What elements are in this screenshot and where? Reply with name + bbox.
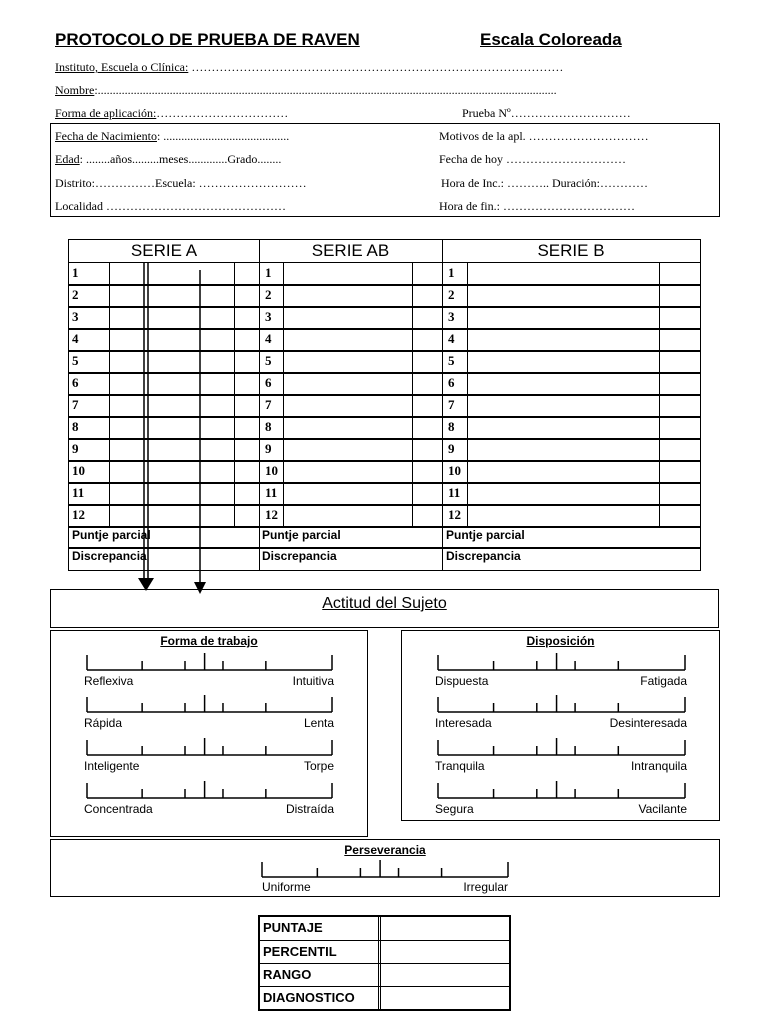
field-hora-fin[interactable]: Hora de fin.: ……………………………	[439, 199, 635, 213]
row-number: 10	[448, 463, 461, 478]
field-distrito-label: Distrito:	[55, 176, 96, 190]
field-localidad-label: Localidad	[55, 199, 103, 213]
row-number: 10	[72, 463, 85, 478]
row-number: 12	[448, 507, 461, 522]
scale-right-label: Desinteresada	[609, 716, 687, 730]
serie-a-discrepancia: Discrepancia	[72, 549, 147, 563]
rating-scale-perseverancia	[262, 860, 508, 877]
scale-left-label: Inteligente	[84, 759, 140, 773]
row-number: 3	[72, 309, 79, 324]
row-number: 9	[72, 441, 79, 456]
serie-b-puntje: Puntje parcial	[446, 528, 525, 542]
result-value-cell[interactable]	[378, 987, 509, 1010]
result-label: PERCENTIL	[263, 944, 337, 959]
row-number: 4	[265, 331, 272, 346]
field-edad[interactable]: Edad: ........años.........meses.............Grado........	[55, 152, 282, 166]
row-number: 3	[448, 309, 455, 324]
scale-right-label: Lenta	[303, 716, 334, 730]
row-number: 5	[265, 353, 272, 368]
row-number: 8	[265, 419, 272, 434]
field-forma[interactable]: Forma de aplicación:……………………………	[55, 106, 289, 120]
row-number: 4	[448, 331, 455, 346]
field-anos-label: años	[110, 152, 132, 166]
serie-a-header: SERIE A	[130, 241, 198, 260]
row-number: 8	[72, 419, 79, 434]
scale-left-label: Rápida	[84, 716, 123, 730]
field-prueba[interactable]: Prueba Nº…………………………	[462, 106, 631, 120]
field-instituto[interactable]: Instituto, Escuela o Clínica: …………………………………………………………………………………	[55, 60, 564, 74]
scale-right-label: Fatigada	[640, 674, 687, 688]
scale-left-label: Tranquila	[435, 759, 485, 773]
row-number: 6	[72, 375, 79, 390]
row-number: 6	[265, 375, 272, 390]
serie-b-discrepancia: Discrepancia	[446, 549, 521, 563]
serie-ab-header: SERIE AB	[311, 241, 390, 260]
row-number: 9	[448, 441, 455, 456]
field-fecha-nacimiento-label: Fecha de Nacimiento	[55, 129, 157, 143]
scale-right-label: Intranquila	[630, 759, 687, 773]
scale-right-label: Vacilante	[638, 802, 687, 816]
row-number: 12	[72, 507, 85, 522]
row-number: 2	[265, 287, 272, 302]
row-number: 1	[448, 265, 455, 280]
disposicion-title: Disposición	[526, 634, 595, 648]
row-number: 1	[265, 265, 272, 280]
field-forma-label: Forma de aplicación:	[55, 106, 157, 120]
row-number: 8	[448, 419, 455, 434]
field-motivos-label: Motivos de la apl.	[439, 129, 526, 143]
scales-svg	[0, 600, 768, 900]
scale-left-label: Segura	[435, 802, 474, 816]
rating-scale-forma-1	[87, 695, 332, 712]
field-motivos[interactable]: Motivos de la apl. …………………………	[439, 129, 649, 143]
page-subtitle: Escala Coloreada	[480, 30, 622, 49]
rating-scale-forma-0	[87, 653, 332, 670]
result-row	[260, 917, 509, 940]
row-number: 9	[265, 441, 272, 456]
row-number: 12	[265, 507, 278, 522]
field-escuela-label: Escuela:	[155, 176, 196, 190]
row-number: 11	[72, 485, 85, 500]
scale-left-label: Dispuesta	[435, 674, 489, 688]
perseverancia-title: Perseverancia	[344, 843, 426, 857]
field-hora-inc[interactable]: Hora de Inc.: ……….. Duración:…………	[441, 176, 648, 190]
field-hora-fin-label: Hora de fin.:	[439, 199, 500, 213]
field-duracion-label: Duración:	[551, 176, 600, 190]
rating-scale-disp-2	[438, 738, 685, 755]
row-number: 2	[448, 287, 455, 302]
row-number: 7	[72, 397, 79, 412]
result-row	[260, 986, 509, 1010]
rating-scale-disp-1	[438, 695, 685, 712]
field-edad-label: Edad	[55, 152, 80, 166]
row-number: 5	[448, 353, 455, 368]
row-number: 5	[72, 353, 79, 368]
scale-right-label: Intuitiva	[292, 674, 334, 688]
row-number: 7	[265, 397, 272, 412]
field-instituto-label: Instituto, Escuela o Clínica:	[55, 60, 189, 74]
serie-ab-puntje: Puntje parcial	[262, 528, 341, 542]
scale-left-label: Uniforme	[262, 880, 311, 894]
row-number: 11	[265, 485, 278, 500]
scale-left-label: Concentrada	[84, 802, 153, 816]
rating-scale-disp-0	[438, 653, 685, 670]
field-fecha-nacimiento[interactable]: Fecha de Nacimiento: ..........................................	[55, 129, 290, 143]
scale-right-label: Irregular	[463, 880, 508, 894]
forma-trabajo-title: Forma de trabajo	[160, 634, 258, 648]
result-row	[260, 940, 509, 964]
field-localidad[interactable]: Localidad ………………………………………	[55, 199, 286, 213]
field-fecha-hoy[interactable]: Fecha de hoy …………………………	[439, 152, 626, 166]
rating-scale-disp-3	[438, 781, 685, 798]
serie-b-header: SERIE B	[537, 241, 605, 260]
field-nombre[interactable]: Nombre:.........................................................................................................................................................	[55, 83, 557, 97]
result-table	[258, 915, 511, 1011]
field-hora-inc-label: Hora de Inc.:	[441, 176, 504, 190]
field-grado-label: Grado	[227, 152, 258, 166]
result-label: RANGO	[263, 967, 312, 982]
field-meses-label: meses	[159, 152, 189, 166]
field-prueba-label: Prueba Nº	[462, 106, 511, 120]
row-number: 11	[448, 485, 461, 500]
row-number: 10	[265, 463, 278, 478]
result-value-cell[interactable]	[378, 964, 509, 987]
scale-right-label: Distraída	[285, 802, 334, 816]
actitud-title: Actitud del Sujeto	[322, 595, 447, 612]
result-value-cell[interactable]	[378, 917, 509, 940]
field-distrito[interactable]: Distrito:……………Escuela: ………………………	[55, 176, 307, 190]
row-number: 7	[448, 397, 455, 412]
scale-left-label: Reflexiva	[84, 674, 134, 688]
page-title: PROTOCOLO DE PRUEBA DE RAVEN	[55, 30, 360, 49]
row-number: 3	[265, 309, 272, 324]
row-number: 1	[72, 265, 79, 280]
result-value-cell[interactable]	[378, 941, 509, 964]
field-nombre-label: Nombre	[55, 83, 95, 97]
result-label: PUNTAJE	[263, 920, 323, 935]
row-number: 2	[72, 287, 79, 302]
serie-a-puntje: Puntje parcial	[72, 528, 151, 542]
scale-left-label: Interesada	[435, 716, 492, 730]
rating-scale-forma-3	[87, 781, 332, 798]
row-number: 4	[72, 331, 79, 346]
scale-right-label: Torpe	[303, 759, 334, 773]
result-label: DIAGNOSTICO	[263, 990, 355, 1005]
result-row	[260, 963, 509, 987]
serie-ab-discrepancia: Discrepancia	[262, 549, 337, 563]
row-number: 6	[448, 375, 455, 390]
rating-scale-forma-2	[87, 738, 332, 755]
field-fecha-hoy-label: Fecha de hoy	[439, 152, 503, 166]
